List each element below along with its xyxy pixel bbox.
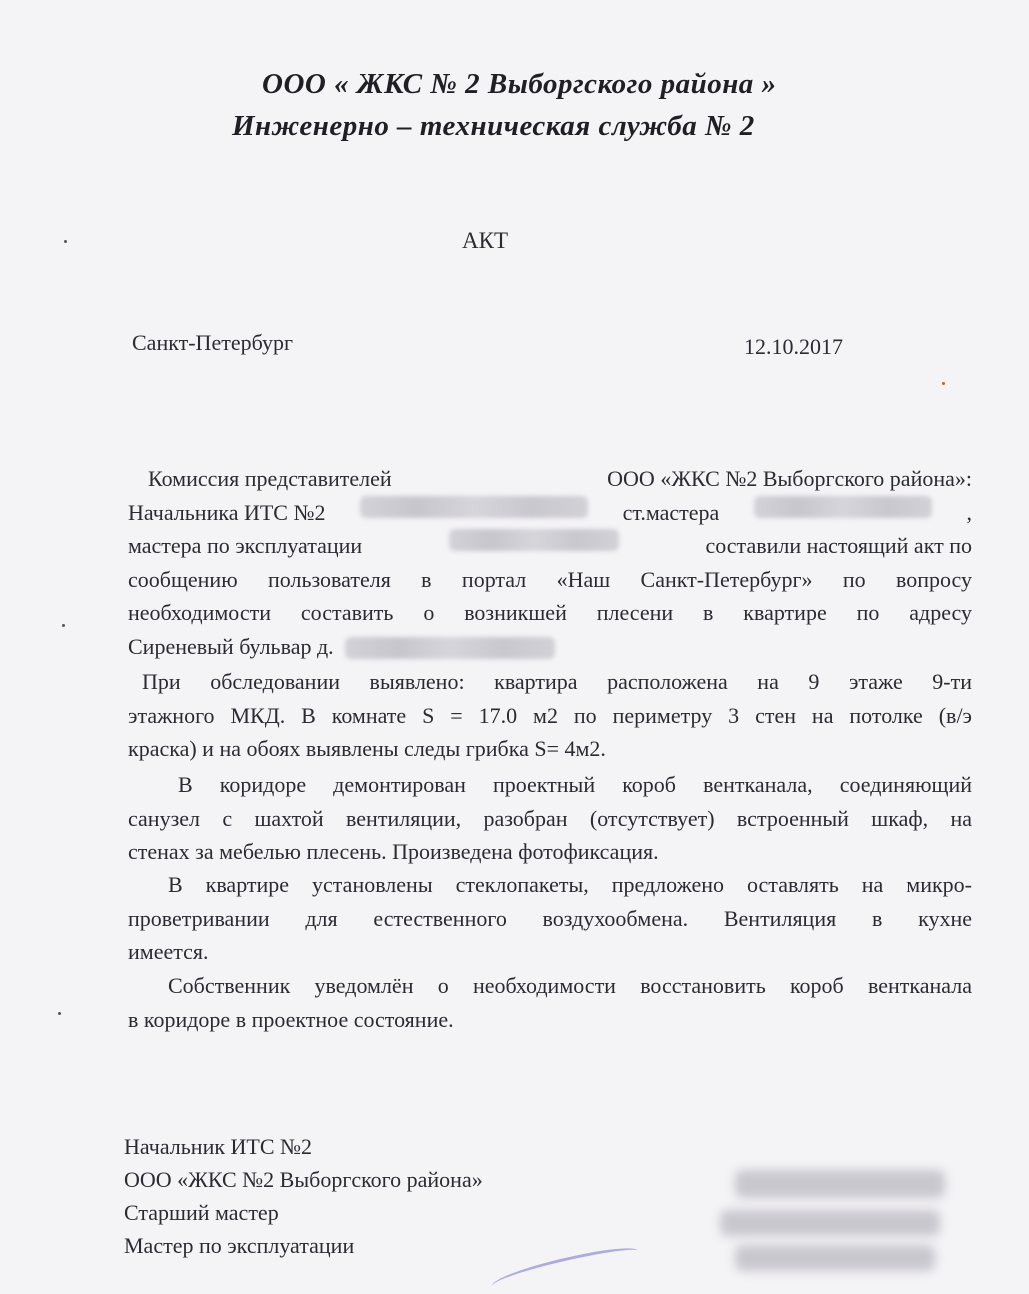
signatory-title: Старший мастер <box>124 1200 279 1225</box>
redacted-signature <box>735 1170 945 1198</box>
document-date: 12.10.2017 <box>744 334 843 359</box>
text-line: проветривании для естественного воздухообмена. Вентиляция в кухне <box>128 905 972 931</box>
text-line: этажного МКД. В комнате S = 17.0 м2 по периметру 3 стен на потолке (в/э <box>128 702 972 728</box>
speck <box>58 1012 61 1015</box>
signatory-title: Мастер по эксплуатации <box>124 1233 355 1258</box>
redacted-signature <box>720 1210 940 1236</box>
signatory-organization: ООО «ЖКС №2 Выборгского района» <box>124 1167 483 1192</box>
text-line: краска) и на обоях выявлены следы грибка S= 4м2. <box>128 736 606 761</box>
paragraph-commission <box>128 462 972 663</box>
redacted-name <box>754 496 932 518</box>
text-line: санузел с шахтой вентиляции, разобран (отсутствует) встроенный шкаф, на <box>128 805 972 831</box>
city: Санкт-Петербург <box>132 330 293 355</box>
text-line: В квартире установлены стеклопакеты, предложено оставлять на микро- <box>168 872 972 897</box>
text-line: Начальника ИТС №2 ст.мастера , <box>128 496 972 530</box>
text-line: сообщению пользователя в портал «Наш Санкт-Петербург» по вопросу <box>128 566 972 592</box>
text-line: Собственник уведомлён о необходимости восстановить короб вентканала <box>168 973 972 998</box>
signatory-title: Начальник ИТС №2 <box>124 1134 313 1159</box>
speck <box>64 240 67 243</box>
paragraph-owner-notice <box>128 969 972 1036</box>
redacted-signature <box>735 1245 935 1271</box>
speck <box>62 624 65 627</box>
department-name: Инженерно – техническая служба № 2 <box>232 110 755 142</box>
text-line: в коридоре в проектное состояние. <box>128 1006 454 1032</box>
document-title: АКТ <box>462 228 508 253</box>
redacted-name <box>449 529 619 551</box>
paragraph-windows <box>128 868 972 969</box>
text-line: В коридоре демонтирован проектный короб вентканала, соединяющий <box>178 772 972 797</box>
speck <box>942 382 945 385</box>
pen-stroke <box>489 1243 640 1294</box>
text-line: стенах за мебелью плесень. Произведена фотофиксация. <box>128 839 659 864</box>
redacted-address <box>345 637 555 659</box>
text-line: необходимости составить о возникшей плесени в квартире по адресу <box>128 600 972 625</box>
text-line: Комиссия представителей ООО «ЖКС №2 Выборгского района»: <box>148 466 972 491</box>
signature-block <box>124 1130 483 1262</box>
organization-name: ООО « ЖКС № 2 Выборгского района » <box>262 68 777 100</box>
text-line: Сиреневый бульвар д. <box>128 630 972 664</box>
paragraph-inspection <box>128 665 972 766</box>
paragraph-corridor <box>128 768 972 869</box>
text-line: мастера по эксплуатации составили настоящий акт по <box>128 529 972 563</box>
redacted-name <box>360 496 588 518</box>
text-line: При обследовании выявлено: квартира расположена на 9 этаже 9-ти <box>142 669 972 694</box>
text-line: имеется. <box>128 939 209 964</box>
